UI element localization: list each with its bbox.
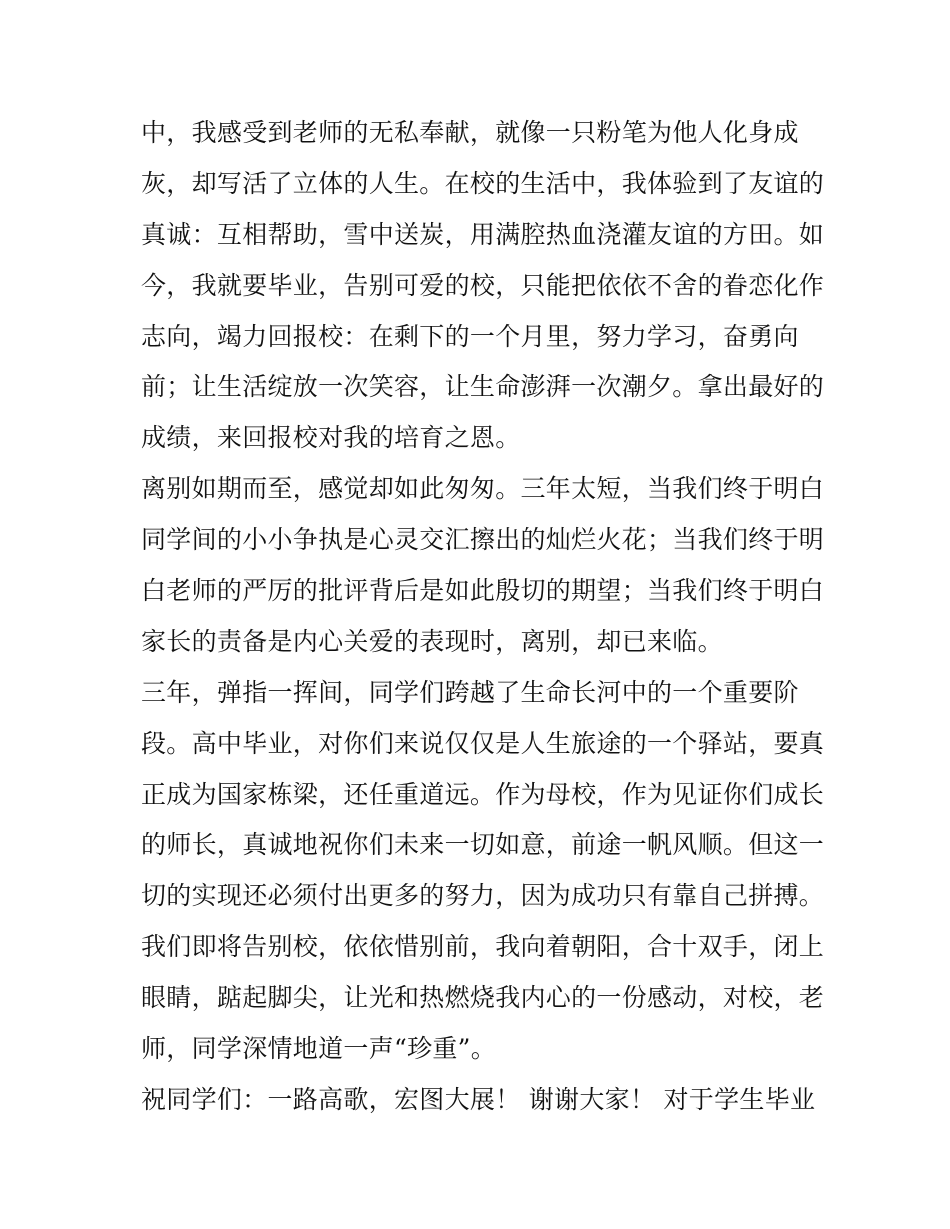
text-line: 同学间的小小争执是心灵交汇擦出的灿烂火花；当我们终于明 — [141, 525, 825, 555]
text-line: 白老师的严厉的批评背后是如此殷切的期望；当我们终于明白 — [141, 576, 825, 606]
text-line: 师，同学深情地道一声“珍重”。 — [141, 1034, 497, 1064]
text-line: 正成为国家栋梁，还任重道远。作为母校，作为见证你们成长 — [141, 779, 825, 809]
text-line: 我们即将告别校，依依惜别前，我向着朝阳，合十双手，闭上 — [141, 932, 825, 962]
text-line: 前；让生活绽放一次笑容，让生命澎湃一次潮夕。拿出最好的 — [141, 372, 825, 402]
text-line: 家长的责备是内心关爱的表现时，离别，却已来临。 — [141, 626, 723, 656]
text-line: 三年，弹指一挥间，同学们跨越了生命长河中的一个重要阶 — [141, 677, 799, 707]
text-line: 眼睛，踮起脚尖，让光和热燃烧我内心的一份感动，对校，老 — [141, 983, 825, 1013]
text-line: 段。高中毕业，对你们来说仅仅是人生旅途的一个驿站，要真 — [141, 728, 825, 758]
text-line: 的师长，真诚地祝你们未来一切如意，前途一帆风顺。但这一 — [141, 830, 825, 860]
text-line: 灰，却写活了立体的人生。在校的生活中，我体验到了友谊的 — [141, 168, 825, 198]
text-line: 祝同学们：一路高歌，宏图大展！ 谢谢大家！ 对于学生毕业 — [141, 1084, 816, 1114]
text-line: 切的实现还必须付出更多的努力，因为成功只有靠自己拼搏。 — [141, 881, 825, 911]
text-line: 中，我感受到老师的无私奉献，就像一只粉笔为他人化身成 — [141, 118, 799, 147]
text-line: 离别如期而至，感觉却如此匆匆。三年太短，当我们终于明白 — [141, 474, 825, 504]
body-text — [141, 108, 825, 1126]
text-line: 志向，竭力回报校：在剩下的一个月里，努力学习，奋勇向 — [141, 321, 799, 351]
text-line: 今，我就要毕业，告别可爱的校，只能把依依不舍的眷恋化作 — [141, 270, 825, 300]
text-line: 真诚：互相帮助，雪中送炭，用满腔热血浇灌友谊的方田。如 — [141, 219, 825, 249]
text-line: 成绩，来回报校对我的培育之恩。 — [141, 423, 521, 453]
